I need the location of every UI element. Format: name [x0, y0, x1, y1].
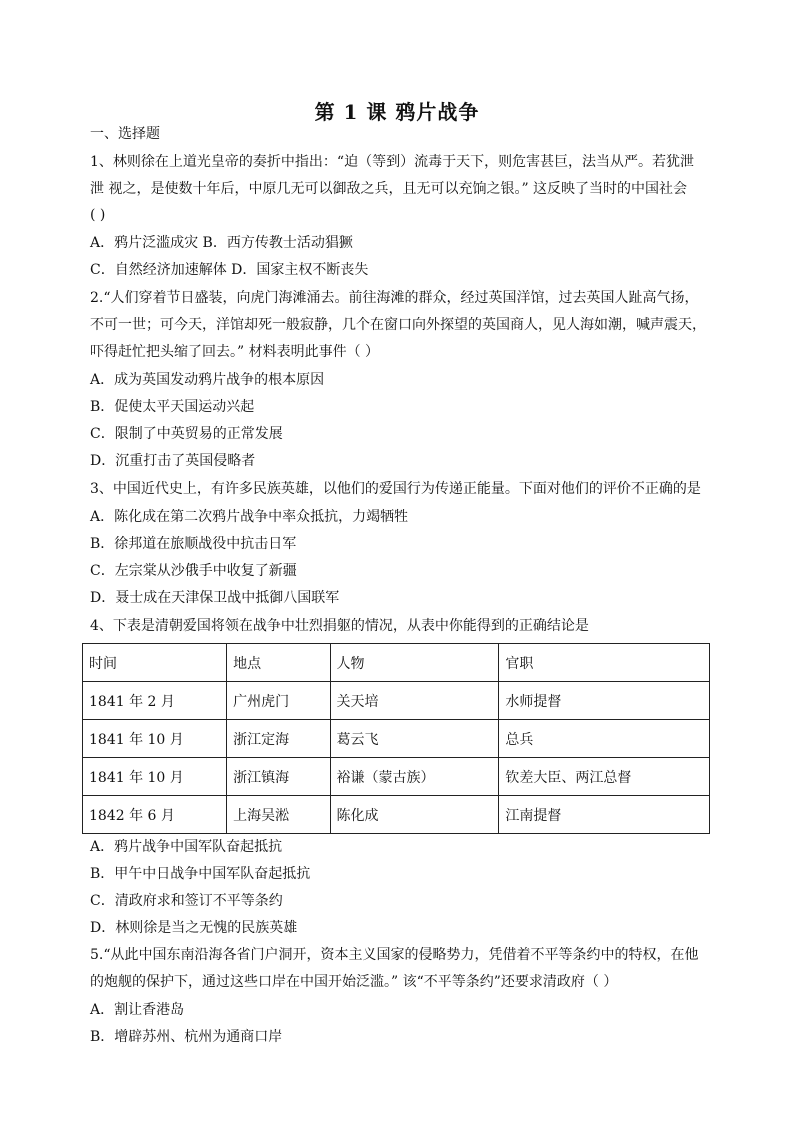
table-row	[83, 796, 710, 834]
question-3-option-a: A．陈化成在第二次鸦片战争中率众抵抗，力竭牺牲	[90, 509, 409, 525]
table-cell: 关天培	[330, 682, 499, 720]
question-2-text-line-3: 吓得赶忙把头缩了回去。” 材料表明此事件（ ）	[90, 344, 380, 360]
table-header-row	[83, 644, 710, 682]
table-cell: 浙江定海	[227, 720, 330, 758]
table-cell: 1841 年 2 月	[83, 682, 227, 720]
question-4-option-b: B．甲午中日战争中国军队奋起抵抗	[90, 866, 311, 882]
table-cell: 江南提督	[499, 796, 710, 834]
table-cell: 陈化成	[330, 796, 499, 834]
table-header-cell: 官职	[499, 644, 710, 682]
question-2-option-b: B．促使太平天国运动兴起	[90, 399, 255, 415]
question-5-option-a: A．割让香港岛	[90, 1002, 185, 1018]
question-5-text-line-2: 的炮舰的保护下，通过这些口岸在中国开始泛滥。” 该“不平等条约”还要求清政府（ ）	[90, 974, 618, 990]
table-row	[83, 720, 710, 758]
question-3-option-d: D．聂士成在天津保卫战中抵御八国联军	[90, 590, 340, 606]
question-4-option-c: C．清政府求和签订不平等条约	[90, 893, 283, 909]
question-2-option-d: D．沉重打击了英国侵略者	[90, 453, 256, 469]
question-1-text-line-2: 泄 视之，是使数十年后，中原几无可以御敌之兵，且无可以充饷之银。” 这反映了当时的中国社会	[90, 181, 688, 197]
table-header-cell: 人物	[330, 644, 499, 682]
question-1-text-line-1: 1、林则徐在上道光皇帝的奏折中指出：“迫（等到）流毒于天下，则危害甚巨，法当从严。若犹泄	[90, 154, 695, 170]
question-5-text-line-1: 5.“从此中国东南沿海各省门户洞开，资本主义国家的侵略势力，凭借着不平等条约中的特权，在他	[90, 947, 699, 963]
question-3-text: 3、中国近代史上，有许多民族英雄，以他们的爱国行为传递正能量。下面对他们的评价不正确的是	[90, 481, 701, 497]
page-title: 第 1 课 鸦片战争	[314, 100, 480, 124]
table-cell: 1841 年 10 月	[83, 720, 227, 758]
table-cell: 水师提督	[499, 682, 710, 720]
question-3-option-b: B．徐邦道在旅顺战役中抗击日军	[90, 536, 297, 552]
generals-table	[82, 643, 710, 834]
question-2-text-line-2: 不可一世；可今天，洋馆却死一般寂静，几个在窗口向外探望的英国商人，见人海如潮，喊声震天，	[90, 317, 706, 333]
section-heading: 一、选择题	[90, 126, 160, 142]
table-cell: 广州虎门	[227, 682, 330, 720]
question-1-text-line-3: ( )	[90, 207, 106, 223]
table-row	[83, 758, 710, 796]
question-1-options-cd: C．自然经济加速解体 D．国家主权不断丧失	[90, 262, 369, 278]
question-2-option-c: C．限制了中英贸易的正常发展	[90, 426, 283, 442]
question-2-text-line-1: 2.“人们穿着节日盛装，向虎门海滩涌去。前往海滩的群众，经过英国洋馆，过去英国人趾高气扬，	[90, 290, 699, 306]
question-1-options-ab: A．鸦片泛滥成灾 B．西方传教士活动猖獗	[90, 235, 353, 251]
table-header-cell: 时间	[83, 644, 227, 682]
question-3-option-c: C．左宗棠从沙俄手中收复了新疆	[90, 563, 297, 579]
question-4-text: 4、下表是清朝爱国将领在战争中壮烈捐躯的情况，从表中你能得到的正确结论是	[90, 618, 589, 634]
table-cell: 浙江镇海	[227, 758, 330, 796]
table-cell: 总兵	[499, 720, 710, 758]
table-cell: 1841 年 10 月	[83, 758, 227, 796]
table-cell: 裕谦（蒙古族）	[330, 758, 499, 796]
table-cell: 上海吴淞	[227, 796, 330, 834]
table-cell: 钦差大臣、两江总督	[499, 758, 710, 796]
question-5-option-b: B．增辟苏州、杭州为通商口岸	[90, 1029, 283, 1045]
question-4-option-d: D．林则徐是当之无愧的民族英雄	[90, 920, 298, 936]
table-cell: 葛云飞	[330, 720, 499, 758]
question-4-option-a: A．鸦片战争中国军队奋起抵抗	[90, 839, 283, 855]
question-2-option-a: A．成为英国发动鸦片战争的根本原因	[90, 372, 325, 388]
table-cell: 1842 年 6 月	[83, 796, 227, 834]
table-header-cell: 地点	[227, 644, 330, 682]
table-row	[83, 682, 710, 720]
